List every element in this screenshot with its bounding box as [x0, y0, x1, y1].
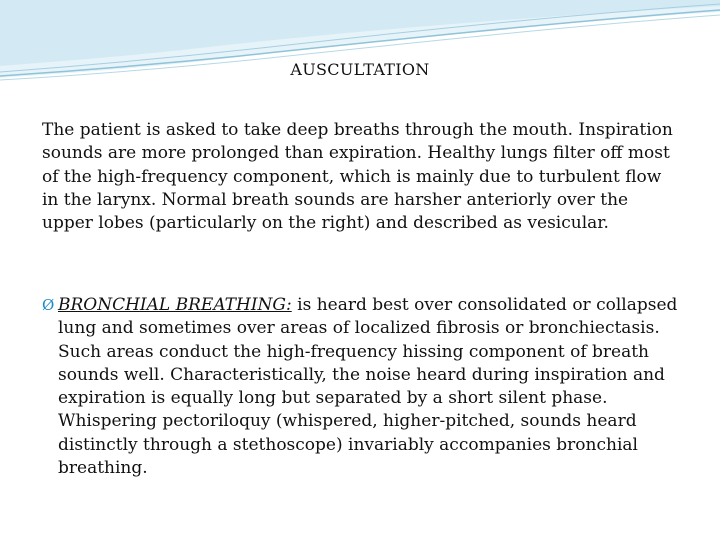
- bullet-term: BRONCHIAL BREATHING:: [58, 295, 292, 315]
- intro-paragraph: The patient is asked to take deep breaths through the mouth. Inspiration sounds are more prolonged than expiration. Healthy lungs filter off most of the high-frequency component, which is mainly due to turbulent flow in the larynx. Normal breath sounds are harsher anteriorly over the upper lobes (particularly on the right) and described as vesicular.: [42, 120, 673, 234]
- bullet-item: [42, 294, 694, 480]
- slide-title: AUSCULTATION: [290, 60, 430, 79]
- arrow-bullet-icon: Ø: [42, 296, 55, 314]
- bullet-text: is heard best over consolidated or collapsed lung and sometimes over areas of localized fibrosis or bronchiectasis. Such areas conduct the high-frequency hissing component of breath sounds well. Characteristically, the noise heard during inspiration and expiration is equally long but separated by a short silent phase. Whispering pectoriloquy (whispered, higher-pitched, sounds heard distinctly through a stethoscope) invariably accompanies bronchial breathing.: [58, 295, 678, 479]
